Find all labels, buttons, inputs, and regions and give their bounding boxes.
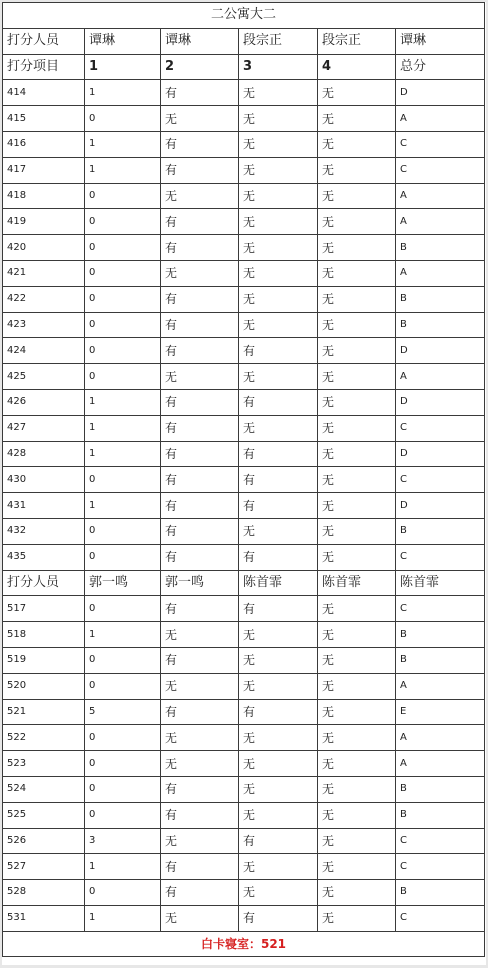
table-row-cell-4: 无 xyxy=(318,544,396,570)
table-row-cell-5: A xyxy=(396,673,485,699)
section2-header-row-cell-5: 陈首霏 xyxy=(396,570,485,596)
table-row-cell-2: 有 xyxy=(161,493,239,519)
table-row xyxy=(3,415,485,441)
table-row-cell-5: E xyxy=(396,699,485,725)
table-row-cell-5: A xyxy=(396,106,485,132)
table-row xyxy=(3,647,485,673)
table-row xyxy=(3,880,485,906)
table-row xyxy=(3,209,485,235)
table-row-cell-1: 1 xyxy=(85,622,161,648)
table-row-cell-2: 有 xyxy=(161,596,239,622)
table-row-cell-3: 有 xyxy=(239,905,318,931)
table-row-cell-2: 无 xyxy=(161,673,239,699)
table-row-cell-5: B xyxy=(396,802,485,828)
table-row-cell-3: 无 xyxy=(239,260,318,286)
table-row-cell-0: 419 xyxy=(3,209,85,235)
table-row-cell-2: 有 xyxy=(161,518,239,544)
section2-header-row-cell-4: 陈首霏 xyxy=(318,570,396,596)
table-row-cell-3: 无 xyxy=(239,183,318,209)
section2-header-row-cell-0: 打分人员 xyxy=(3,570,85,596)
table-row-cell-0: 531 xyxy=(3,905,85,931)
table-row-cell-5: A xyxy=(396,260,485,286)
table-row-cell-0: 420 xyxy=(3,235,85,261)
table-row-cell-4: 无 xyxy=(318,596,396,622)
table-row-cell-1: 1 xyxy=(85,854,161,880)
table-row-cell-4: 无 xyxy=(318,364,396,390)
table-row xyxy=(3,157,485,183)
table-row-cell-3: 有 xyxy=(239,338,318,364)
table-row-cell-3: 无 xyxy=(239,157,318,183)
table-row-cell-5: C xyxy=(396,131,485,157)
section2-header-row-cell-2: 郭一鸣 xyxy=(161,570,239,596)
table-row-cell-5: B xyxy=(396,286,485,312)
table-row-cell-1: 3 xyxy=(85,828,161,854)
table-row xyxy=(3,183,485,209)
header-row-raters-cell-3: 段宗正 xyxy=(239,28,318,54)
table-row-cell-4: 无 xyxy=(318,880,396,906)
table-row-cell-5: B xyxy=(396,776,485,802)
table-row-cell-3: 无 xyxy=(239,622,318,648)
table-row-cell-3: 无 xyxy=(239,647,318,673)
table-row-cell-0: 421 xyxy=(3,260,85,286)
table-row-cell-2: 有 xyxy=(161,80,239,106)
header-row-raters xyxy=(3,28,485,54)
table-row-cell-0: 423 xyxy=(3,312,85,338)
table-row xyxy=(3,80,485,106)
table-row-cell-2: 有 xyxy=(161,131,239,157)
table-row-cell-1: 1 xyxy=(85,441,161,467)
table-row-cell-2: 有 xyxy=(161,467,239,493)
table-row-cell-2: 无 xyxy=(161,106,239,132)
table-row-cell-2: 无 xyxy=(161,905,239,931)
table-row-cell-1: 0 xyxy=(85,751,161,777)
table-row-cell-0: 527 xyxy=(3,854,85,880)
table-row xyxy=(3,699,485,725)
table-row-cell-4: 无 xyxy=(318,106,396,132)
table-row-cell-4: 无 xyxy=(318,467,396,493)
table-row xyxy=(3,364,485,390)
table-row-cell-1: 5 xyxy=(85,699,161,725)
table-row-cell-0: 427 xyxy=(3,415,85,441)
table-row-cell-2: 有 xyxy=(161,854,239,880)
table-row-cell-0: 517 xyxy=(3,596,85,622)
table-row-cell-4: 无 xyxy=(318,854,396,880)
table-row xyxy=(3,622,485,648)
footer-row xyxy=(3,931,485,957)
table-row-cell-5: D xyxy=(396,441,485,467)
table-row-cell-1: 0 xyxy=(85,880,161,906)
table-row-cell-5: C xyxy=(396,828,485,854)
header-row-items-cell-5: 总分 xyxy=(396,54,485,80)
table-row-cell-2: 有 xyxy=(161,235,239,261)
table-row-cell-2: 有 xyxy=(161,209,239,235)
table-row-cell-0: 418 xyxy=(3,183,85,209)
table-row-cell-4: 无 xyxy=(318,622,396,648)
table-row-cell-0: 521 xyxy=(3,699,85,725)
table-row-cell-0: 428 xyxy=(3,441,85,467)
table-row-cell-0: 425 xyxy=(3,364,85,390)
table-row-cell-4: 无 xyxy=(318,312,396,338)
title-row xyxy=(3,3,485,29)
table-row-cell-0: 426 xyxy=(3,389,85,415)
table-row-cell-4: 无 xyxy=(318,338,396,364)
table-row-cell-0: 522 xyxy=(3,725,85,751)
table-row-cell-0: 519 xyxy=(3,647,85,673)
table-row-cell-1: 0 xyxy=(85,235,161,261)
table-row xyxy=(3,260,485,286)
table-row-cell-3: 有 xyxy=(239,441,318,467)
table-row xyxy=(3,776,485,802)
table-row-cell-2: 无 xyxy=(161,751,239,777)
table-row-cell-3: 有 xyxy=(239,699,318,725)
table-row-cell-3: 无 xyxy=(239,854,318,880)
table-row-cell-1: 0 xyxy=(85,647,161,673)
table-row xyxy=(3,493,485,519)
table-row-cell-0: 528 xyxy=(3,880,85,906)
table-row-cell-5: C xyxy=(396,157,485,183)
table-row-cell-1: 1 xyxy=(85,493,161,519)
table-row-cell-3: 无 xyxy=(239,364,318,390)
table-row-cell-1: 1 xyxy=(85,905,161,931)
section2-header-row xyxy=(3,570,485,596)
table-row-cell-3: 无 xyxy=(239,106,318,132)
table-row-cell-0: 416 xyxy=(3,131,85,157)
table-row-cell-5: B xyxy=(396,622,485,648)
table-row-cell-4: 无 xyxy=(318,131,396,157)
table-row-cell-1: 0 xyxy=(85,596,161,622)
table-row-cell-0: 520 xyxy=(3,673,85,699)
table-row-cell-4: 无 xyxy=(318,828,396,854)
table-row-cell-5: C xyxy=(396,544,485,570)
table-row-cell-2: 有 xyxy=(161,544,239,570)
table-row-cell-1: 0 xyxy=(85,364,161,390)
table-row-cell-3: 无 xyxy=(239,131,318,157)
header-row-items-cell-3: 3 xyxy=(239,54,318,80)
table-row xyxy=(3,725,485,751)
table-row-cell-1: 0 xyxy=(85,802,161,828)
table-row-cell-4: 无 xyxy=(318,286,396,312)
table-row xyxy=(3,235,485,261)
table-row-cell-3: 有 xyxy=(239,389,318,415)
table-row-cell-2: 有 xyxy=(161,441,239,467)
table-row-cell-4: 无 xyxy=(318,260,396,286)
table-row-cell-4: 无 xyxy=(318,235,396,261)
table-row xyxy=(3,131,485,157)
table-row-cell-5: D xyxy=(396,338,485,364)
header-row-raters-cell-1: 谭琳 xyxy=(85,28,161,54)
table-row-cell-5: D xyxy=(396,389,485,415)
header-row-items xyxy=(3,54,485,80)
table-row-cell-5: A xyxy=(396,209,485,235)
score-table xyxy=(2,2,485,957)
table-row xyxy=(3,338,485,364)
table-row-cell-5: C xyxy=(396,854,485,880)
table-row xyxy=(3,673,485,699)
score-table-body xyxy=(3,3,485,957)
table-row xyxy=(3,854,485,880)
table-row-cell-1: 1 xyxy=(85,80,161,106)
table-row-cell-2: 有 xyxy=(161,157,239,183)
header-row-items-cell-4: 4 xyxy=(318,54,396,80)
table-row-cell-3: 无 xyxy=(239,776,318,802)
table-row-cell-0: 523 xyxy=(3,751,85,777)
table-row-cell-0: 518 xyxy=(3,622,85,648)
table-row-cell-3: 有 xyxy=(239,544,318,570)
table-row xyxy=(3,286,485,312)
table-row-cell-3: 无 xyxy=(239,725,318,751)
table-row-cell-3: 无 xyxy=(239,673,318,699)
table-row-cell-5: A xyxy=(396,725,485,751)
table-row-cell-5: C xyxy=(396,596,485,622)
table-row-cell-1: 0 xyxy=(85,338,161,364)
table-row-cell-4: 无 xyxy=(318,183,396,209)
table-row-cell-1: 0 xyxy=(85,183,161,209)
table-row xyxy=(3,544,485,570)
table-row-cell-2: 有 xyxy=(161,880,239,906)
table-row-cell-5: D xyxy=(396,493,485,519)
table-row-cell-2: 无 xyxy=(161,364,239,390)
header-row-raters-cell-2: 谭琳 xyxy=(161,28,239,54)
table-row-cell-1: 0 xyxy=(85,106,161,132)
table-row-cell-2: 有 xyxy=(161,776,239,802)
table-row xyxy=(3,751,485,777)
table-row-cell-1: 1 xyxy=(85,157,161,183)
table-row xyxy=(3,802,485,828)
table-row-cell-5: D xyxy=(396,80,485,106)
table-row-cell-2: 无 xyxy=(161,622,239,648)
table-row-cell-3: 无 xyxy=(239,518,318,544)
table-row xyxy=(3,518,485,544)
table-row-cell-2: 无 xyxy=(161,260,239,286)
table-row-cell-2: 有 xyxy=(161,802,239,828)
table-row xyxy=(3,828,485,854)
header-row-items-cell-2: 2 xyxy=(161,54,239,80)
table-row-cell-1: 0 xyxy=(85,673,161,699)
table-row-cell-4: 无 xyxy=(318,493,396,519)
table-row-cell-1: 0 xyxy=(85,776,161,802)
table-row xyxy=(3,441,485,467)
table-row-cell-0: 414 xyxy=(3,80,85,106)
table-row-cell-4: 无 xyxy=(318,725,396,751)
table-row xyxy=(3,467,485,493)
header-row-items-cell-0: 打分项目 xyxy=(3,54,85,80)
table-row-cell-0: 417 xyxy=(3,157,85,183)
table-row-cell-1: 1 xyxy=(85,389,161,415)
table-row-cell-2: 有 xyxy=(161,312,239,338)
table-row-cell-0: 524 xyxy=(3,776,85,802)
table-row-cell-3: 有 xyxy=(239,596,318,622)
header-row-raters-cell-4: 段宗正 xyxy=(318,28,396,54)
table-row-cell-1: 1 xyxy=(85,131,161,157)
table-row-cell-1: 0 xyxy=(85,286,161,312)
section2-header-row-cell-1: 郭一鸣 xyxy=(85,570,161,596)
table-row-cell-3: 无 xyxy=(239,286,318,312)
table-row-cell-1: 0 xyxy=(85,260,161,286)
table-row-cell-0: 431 xyxy=(3,493,85,519)
header-row-items-cell-1: 1 xyxy=(85,54,161,80)
table-row-cell-4: 无 xyxy=(318,647,396,673)
table-row-cell-3: 无 xyxy=(239,415,318,441)
table-row-cell-1: 0 xyxy=(85,467,161,493)
table-row-cell-2: 无 xyxy=(161,183,239,209)
table-row-cell-3: 无 xyxy=(239,880,318,906)
table-row-cell-4: 无 xyxy=(318,441,396,467)
table-row-cell-5: C xyxy=(396,415,485,441)
table-row-cell-4: 无 xyxy=(318,157,396,183)
table-row-cell-0: 422 xyxy=(3,286,85,312)
table-row-cell-5: A xyxy=(396,751,485,777)
table-row xyxy=(3,312,485,338)
table-row-cell-4: 无 xyxy=(318,673,396,699)
table-row-cell-0: 526 xyxy=(3,828,85,854)
table-row-cell-1: 0 xyxy=(85,312,161,338)
table-row xyxy=(3,596,485,622)
table-row-cell-3: 有 xyxy=(239,493,318,519)
table-row-cell-4: 无 xyxy=(318,905,396,931)
table-row-cell-2: 有 xyxy=(161,338,239,364)
table-row-cell-1: 0 xyxy=(85,544,161,570)
table-row-cell-5: B xyxy=(396,235,485,261)
table-row-cell-3: 无 xyxy=(239,802,318,828)
table-row-cell-3: 无 xyxy=(239,80,318,106)
table-row-cell-4: 无 xyxy=(318,415,396,441)
table-row-cell-0: 525 xyxy=(3,802,85,828)
table-row-cell-5: C xyxy=(396,467,485,493)
table-row-cell-1: 0 xyxy=(85,725,161,751)
table-row-cell-0: 435 xyxy=(3,544,85,570)
table-row-cell-3: 无 xyxy=(239,235,318,261)
table-row-cell-2: 无 xyxy=(161,725,239,751)
table-row-cell-1: 1 xyxy=(85,415,161,441)
table-row-cell-0: 430 xyxy=(3,467,85,493)
table-row-cell-4: 无 xyxy=(318,776,396,802)
table-row-cell-5: B xyxy=(396,647,485,673)
table-row-cell-5: A xyxy=(396,364,485,390)
table-row-cell-3: 无 xyxy=(239,312,318,338)
table-row-cell-4: 无 xyxy=(318,389,396,415)
table-row-cell-0: 424 xyxy=(3,338,85,364)
header-row-raters-cell-5: 谭琳 xyxy=(396,28,485,54)
table-row-cell-1: 0 xyxy=(85,209,161,235)
white-card-dorm-note: 白卡寝室：521 xyxy=(3,931,485,957)
table-row-cell-2: 无 xyxy=(161,828,239,854)
table-row-cell-0: 432 xyxy=(3,518,85,544)
table-row xyxy=(3,106,485,132)
table-row xyxy=(3,905,485,931)
table-row-cell-1: 0 xyxy=(85,518,161,544)
table-row-cell-5: B xyxy=(396,880,485,906)
table-row-cell-2: 有 xyxy=(161,389,239,415)
table-row-cell-4: 无 xyxy=(318,751,396,777)
table-row-cell-2: 有 xyxy=(161,415,239,441)
table-row xyxy=(3,389,485,415)
table-row-cell-0: 415 xyxy=(3,106,85,132)
table-row-cell-4: 无 xyxy=(318,699,396,725)
table-row-cell-5: A xyxy=(396,183,485,209)
table-row-cell-3: 无 xyxy=(239,209,318,235)
table-row-cell-3: 有 xyxy=(239,467,318,493)
table-row-cell-2: 有 xyxy=(161,647,239,673)
section2-header-row-cell-3: 陈首霏 xyxy=(239,570,318,596)
table-row-cell-4: 无 xyxy=(318,80,396,106)
table-row-cell-5: B xyxy=(396,518,485,544)
table-row-cell-3: 有 xyxy=(239,828,318,854)
header-row-raters-cell-0: 打分人员 xyxy=(3,28,85,54)
table-row-cell-5: B xyxy=(396,312,485,338)
table-row-cell-3: 无 xyxy=(239,751,318,777)
table-row-cell-2: 有 xyxy=(161,699,239,725)
table-row-cell-5: C xyxy=(396,905,485,931)
table-row-cell-4: 无 xyxy=(318,209,396,235)
table-row-cell-4: 无 xyxy=(318,802,396,828)
table-row-cell-4: 无 xyxy=(318,518,396,544)
table-title: 二公寓大二 xyxy=(3,3,485,29)
table-row-cell-2: 有 xyxy=(161,286,239,312)
